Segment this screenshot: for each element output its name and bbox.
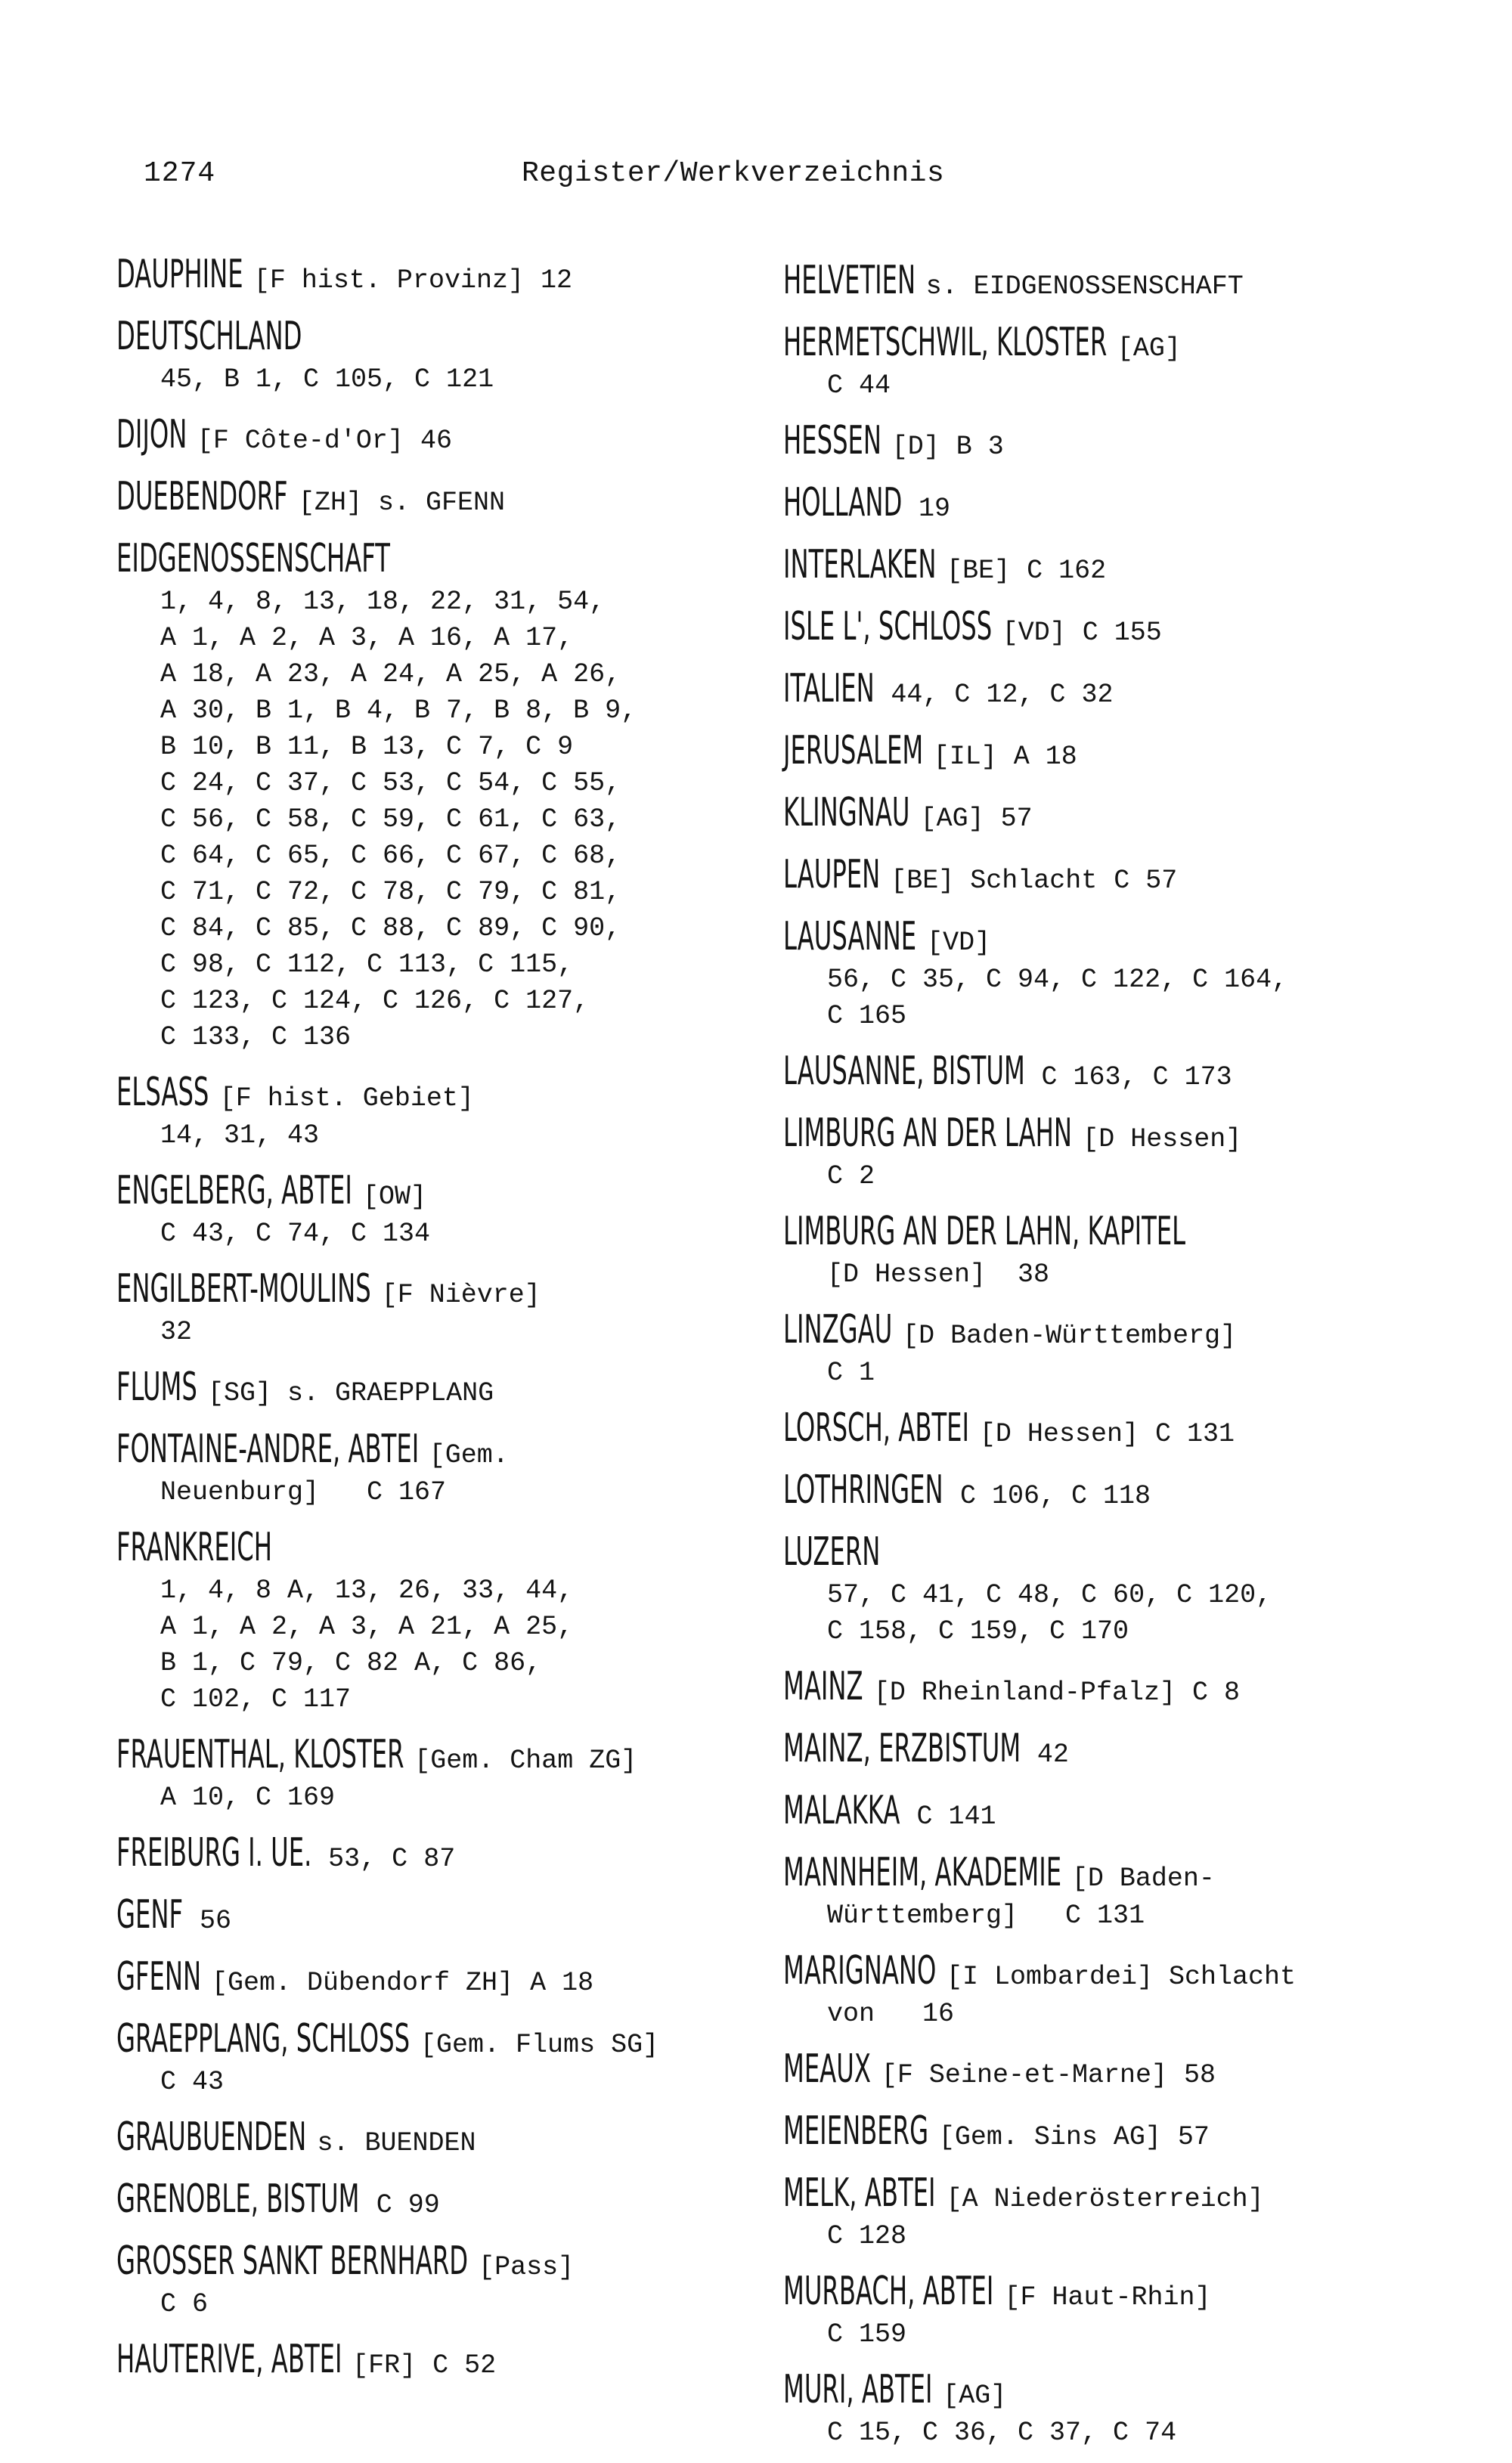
entry-headword: MAINZ bbox=[783, 1664, 863, 1709]
entry-note: [OW] bbox=[363, 1182, 427, 1212]
entry-headline bbox=[116, 1264, 759, 1314]
entry-headline bbox=[783, 1724, 1494, 1774]
index-entry bbox=[783, 2044, 1494, 2094]
entry-sub-line: Neuenburg] C 167 bbox=[160, 1477, 447, 1507]
entry-sub-line: C 98, C 112, C 113, C 115, bbox=[160, 950, 574, 980]
entry-sub-line: Württemberg] C 131 bbox=[827, 1901, 1145, 1931]
entry-headline bbox=[783, 1207, 1494, 1256]
index-entry bbox=[783, 1527, 1494, 1650]
entry-locator: 57 bbox=[1000, 804, 1033, 834]
entry-headline bbox=[783, 850, 1494, 900]
entry-headword: LAUSANNE, BISTUM bbox=[783, 1049, 1025, 1094]
entry-headline bbox=[783, 540, 1494, 590]
entry-headline bbox=[783, 788, 1494, 838]
entry-note: [F Nièvre] bbox=[381, 1280, 541, 1310]
entry-headword: MURBACH, ABTEI bbox=[783, 2269, 994, 2314]
entry-sub-line: C 43 bbox=[160, 2067, 225, 2097]
entry-note: [D Hessen] bbox=[1083, 1124, 1242, 1154]
entry-headline bbox=[783, 1527, 1494, 1577]
entry-locator: C 162 bbox=[1027, 556, 1107, 586]
entry-note: [F hist. Provinz] bbox=[253, 265, 524, 296]
entry-headline bbox=[116, 472, 759, 522]
entry-sub-line: 57, C 41, C 48, C 60, C 120, bbox=[827, 1580, 1272, 1610]
index-entry bbox=[116, 1730, 759, 1816]
entry-sub-line: A 18, A 23, A 24, A 25, A 26, bbox=[160, 659, 621, 689]
index-entry bbox=[783, 726, 1494, 776]
index-entry bbox=[116, 249, 759, 299]
entry-locator: 53, C 87 bbox=[328, 1844, 456, 1874]
entry-headline bbox=[783, 256, 1494, 305]
index-entry bbox=[783, 2266, 1494, 2353]
entry-locator: C 99 bbox=[376, 2190, 440, 2220]
entry-sub-line: C 123, C 124, C 126, C 127, bbox=[160, 986, 590, 1016]
entry-locator: C 106, C 118 bbox=[959, 1481, 1151, 1511]
entry-sub-line: C 15, C 36, C 37, C 74 bbox=[827, 2418, 1177, 2448]
index-entry bbox=[116, 1952, 759, 2002]
entry-note: s. EIDGENOSSENSCHAFT bbox=[925, 271, 1244, 302]
entry-headline bbox=[783, 1848, 1494, 1898]
entry-headline bbox=[116, 410, 759, 460]
entry-headword: LINZGAU bbox=[783, 1307, 893, 1352]
entry-note: [F Seine-et-Marne] bbox=[881, 2060, 1167, 2090]
entry-headword: MANNHEIM, AKADEMIE bbox=[783, 1850, 1062, 1895]
entry-headline bbox=[783, 416, 1494, 466]
entry-locator: 56 bbox=[200, 1906, 232, 1936]
index-entry bbox=[116, 311, 759, 398]
entry-sub-line: C 6 bbox=[160, 2289, 209, 2319]
entry-sub-line: C 128 bbox=[827, 2221, 907, 2251]
entry-sub-line: A 10, C 169 bbox=[160, 1783, 336, 1813]
index-entry bbox=[783, 256, 1494, 305]
page-number: 1274 bbox=[144, 157, 216, 190]
entry-headline bbox=[783, 912, 1494, 962]
entry-headword: GFENN bbox=[116, 1954, 202, 2000]
entry-sub-line: C 56, C 58, C 59, C 61, C 63, bbox=[160, 804, 621, 835]
entry-sub-line: C 165 bbox=[827, 1001, 907, 1031]
index-entry bbox=[116, 410, 759, 460]
entry-headword: HOLLAND bbox=[783, 480, 903, 525]
entry-headword: KLINGNAU bbox=[783, 790, 910, 835]
entry-sub-line: C 24, C 37, C 53, C 54, C 55, bbox=[160, 768, 621, 798]
entry-note: [Gem. Sins AG] bbox=[938, 2122, 1161, 2152]
entry-sub-line: 32 bbox=[160, 1317, 193, 1347]
entry-sub-line: C 2 bbox=[827, 1161, 875, 1191]
entry-locator: A 18 bbox=[530, 1968, 594, 1998]
entry-headword: HELVETIEN bbox=[783, 258, 916, 303]
index-entry bbox=[783, 912, 1494, 1034]
entry-locator: C 8 bbox=[1191, 1678, 1240, 1708]
entry-locator: 12 bbox=[540, 265, 572, 296]
index-entry bbox=[116, 1362, 759, 1412]
entry-note: [BE] Schlacht bbox=[891, 866, 1098, 896]
entry-headline bbox=[116, 2174, 759, 2224]
entry-locator: B 3 bbox=[956, 432, 1004, 462]
entry-headword: DUEBENDORF bbox=[116, 474, 288, 519]
entry-headline bbox=[783, 478, 1494, 528]
entry-locator: 57 bbox=[1177, 2122, 1210, 2152]
entry-headline bbox=[116, 1828, 759, 1878]
entry-note: [AG] bbox=[1117, 333, 1181, 364]
entry-headline bbox=[783, 2106, 1494, 2156]
entry-sub-line: A 1, A 2, A 3, A 21, A 25, bbox=[160, 1612, 574, 1642]
index-entry bbox=[783, 602, 1494, 652]
index-entry bbox=[783, 664, 1494, 714]
entry-locator: C 155 bbox=[1082, 618, 1162, 648]
entry-headword: MAINZ, ERZBISTUM bbox=[783, 1726, 1021, 1771]
entry-sub-line: 1, 4, 8 A, 13, 26, 33, 44, bbox=[160, 1575, 574, 1606]
index-entry bbox=[116, 1523, 759, 1718]
entry-headline bbox=[116, 2236, 759, 2286]
entry-headline bbox=[116, 1166, 759, 1216]
index-entry bbox=[783, 1662, 1494, 1712]
entry-headline bbox=[116, 2334, 759, 2384]
index-entry bbox=[116, 2236, 759, 2322]
entry-headword: GRENOBLE, BISTUM bbox=[116, 2176, 360, 2222]
entry-headword: FLUMS bbox=[116, 1365, 197, 1410]
index-entry bbox=[116, 534, 759, 1055]
entry-sub-line: 56, C 35, C 94, C 122, C 164, bbox=[827, 965, 1288, 995]
entry-headword: LAUSANNE bbox=[783, 914, 917, 959]
index-entry bbox=[116, 1067, 759, 1154]
entry-sub-line: C 158, C 159, C 170 bbox=[827, 1616, 1129, 1647]
index-entry bbox=[116, 1166, 759, 1252]
entry-sub-line: 45, B 1, C 105, C 121 bbox=[160, 364, 494, 395]
entry-note: [D Rheinland-Pfalz] bbox=[873, 1678, 1176, 1708]
entry-headword: INTERLAKEN bbox=[783, 542, 937, 587]
entry-headword: MURI, ABTEI bbox=[783, 2367, 933, 2412]
entry-sub-line: B 10, B 11, B 13, C 7, C 9 bbox=[160, 732, 574, 762]
entry-note: [D] bbox=[891, 432, 940, 462]
entry-locator: 58 bbox=[1183, 2060, 1216, 2090]
entry-sub-line: von 16 bbox=[827, 1999, 955, 2029]
index-entry bbox=[116, 472, 759, 522]
entry-headword: ENGELBERG, ABTEI bbox=[116, 1168, 352, 1213]
entry-sub-line: C 44 bbox=[827, 370, 891, 401]
entry-headword: ELSASS bbox=[116, 1070, 209, 1115]
index-entry bbox=[116, 1828, 759, 1878]
entry-sub-line: C 133, C 136 bbox=[160, 1022, 352, 1052]
entry-locator: 44, C 12, C 32 bbox=[891, 680, 1114, 710]
index-entry bbox=[116, 2112, 759, 2162]
entry-note: [VD] bbox=[1002, 618, 1066, 648]
index-entry bbox=[783, 1848, 1494, 1934]
index-entry bbox=[783, 1207, 1494, 1293]
entry-note: [F Côte-d'Or] bbox=[197, 426, 404, 456]
left-column bbox=[116, 249, 759, 2396]
entry-headline bbox=[116, 1952, 759, 2002]
entry-note: [D Baden-Württemberg] bbox=[903, 1321, 1237, 1351]
index-entry bbox=[783, 850, 1494, 900]
entry-note: [Gem. Flums SG] bbox=[420, 2030, 659, 2060]
index-entry bbox=[116, 1890, 759, 1940]
entry-note: [F Haut-Rhin] bbox=[1004, 2282, 1211, 2313]
entry-headword: FREIBURG I. UE. bbox=[116, 1830, 312, 1876]
entry-sub-line: 14, 31, 43 bbox=[160, 1120, 320, 1151]
index-entry bbox=[116, 2334, 759, 2384]
entry-headword: MEAUX bbox=[783, 2046, 871, 2092]
entry-locator: C 163, C 173 bbox=[1041, 1062, 1232, 1092]
entry-locator: C 52 bbox=[432, 2350, 497, 2381]
entry-note: [AG] bbox=[943, 2381, 1007, 2411]
entry-headword: MEIENBERG bbox=[783, 2108, 929, 2154]
index-entry bbox=[783, 1786, 1494, 1836]
entry-headline bbox=[783, 1046, 1494, 1096]
entry-sub-line: C 43, C 74, C 134 bbox=[160, 1219, 431, 1249]
entry-headword: GRAUBUENDEN bbox=[116, 2114, 307, 2160]
entry-headline bbox=[783, 1305, 1494, 1355]
entry-headword: MELK, ABTEI bbox=[783, 2170, 936, 2216]
entry-headword: LOTHRINGEN bbox=[783, 1467, 943, 1513]
index-entry bbox=[116, 1424, 759, 1510]
entry-headword: ISLE L', SCHLOSS bbox=[783, 604, 993, 649]
entry-headline bbox=[116, 2014, 759, 2064]
entry-note: [AG] bbox=[920, 804, 984, 834]
index-entry bbox=[783, 1403, 1494, 1453]
entry-headword: MALAKKA bbox=[783, 1788, 900, 1833]
index-entry bbox=[783, 1465, 1494, 1515]
index-entry bbox=[783, 1305, 1494, 1391]
entry-sub-line: C 1 bbox=[827, 1358, 875, 1388]
entry-headword: LORSCH, ABTEI bbox=[783, 1405, 970, 1451]
index-entry bbox=[116, 2174, 759, 2224]
index-entry bbox=[783, 1724, 1494, 1774]
entry-headline bbox=[783, 2365, 1494, 2415]
entry-note: [FR] bbox=[352, 2350, 417, 2381]
entry-headline bbox=[783, 1786, 1494, 1836]
entry-note: s. BUENDEN bbox=[317, 2128, 476, 2158]
entry-headline bbox=[116, 1890, 759, 1940]
entry-headword: FRAUENTHAL, KLOSTER bbox=[116, 1732, 404, 1777]
entry-headline bbox=[783, 602, 1494, 652]
index-entry bbox=[783, 540, 1494, 590]
entry-note: [A Niederösterreich] bbox=[946, 2184, 1264, 2214]
entry-headline bbox=[783, 1946, 1494, 1996]
entry-note: [SG] s. GRAEPPLANG bbox=[208, 1378, 494, 1408]
entry-headword: GENF bbox=[116, 1892, 184, 1938]
entry-sub-line: C 84, C 85, C 88, C 89, C 90, bbox=[160, 913, 621, 943]
index-entry bbox=[116, 2014, 759, 2100]
entry-locator: C 141 bbox=[916, 1802, 996, 1832]
entry-headline bbox=[783, 1403, 1494, 1453]
index-entry bbox=[783, 416, 1494, 466]
index-entry bbox=[783, 788, 1494, 838]
entry-headline bbox=[116, 311, 759, 361]
entry-headword: GROSSER SANKT BERNHARD bbox=[116, 2238, 469, 2284]
entry-headline bbox=[116, 249, 759, 299]
index-entry bbox=[783, 2365, 1494, 2451]
right-column bbox=[783, 256, 1494, 2463]
entry-note: [I Lombardei] Schlacht bbox=[946, 1962, 1297, 1992]
entry-headword: MARIGNANO bbox=[783, 1948, 937, 1994]
entry-headline bbox=[783, 318, 1494, 367]
entry-headword: DAUPHINE bbox=[116, 252, 243, 297]
entry-note: [Gem. Cham ZG] bbox=[414, 1746, 637, 1776]
entry-headline bbox=[783, 726, 1494, 776]
entry-sub-line: [D Hessen] 38 bbox=[827, 1259, 1050, 1290]
entry-headword: LUZERN bbox=[783, 1529, 881, 1575]
entry-headword: FRANKREICH bbox=[116, 1525, 272, 1570]
entry-headword: LIMBURG AN DER LAHN bbox=[783, 1111, 1073, 1156]
entry-note: [D Baden- bbox=[1071, 1864, 1215, 1894]
index-entry bbox=[783, 318, 1494, 404]
entry-headword: HERMETSCHWIL, KLOSTER bbox=[783, 320, 1108, 365]
entry-headword: HAUTERIVE, ABTEI bbox=[116, 2337, 342, 2382]
entry-headline bbox=[116, 1362, 759, 1412]
entry-headword: HESSEN bbox=[783, 418, 882, 463]
entry-headline bbox=[783, 2266, 1494, 2316]
entry-sub-line: C 71, C 72, C 78, C 79, C 81, bbox=[160, 877, 621, 907]
entry-headword: LIMBURG AN DER LAHN, KAPITEL bbox=[783, 1209, 1186, 1254]
entry-note: [VD] bbox=[927, 928, 991, 958]
entry-headword: JERUSALEM bbox=[783, 728, 924, 773]
entry-headline bbox=[116, 1424, 759, 1474]
entry-note: [IL] bbox=[933, 742, 997, 772]
entry-headword: ENGILBERT-MOULINS bbox=[116, 1266, 371, 1312]
index-entry bbox=[783, 2168, 1494, 2254]
entry-sub-line: C 64, C 65, C 66, C 67, C 68, bbox=[160, 841, 621, 871]
entry-note: [ZH] s. GFENN bbox=[298, 488, 506, 518]
index-entry bbox=[783, 1046, 1494, 1096]
entry-sub-line: C 102, C 117 bbox=[160, 1684, 352, 1715]
entry-headline bbox=[116, 534, 759, 584]
entry-note: [Gem. Dübendorf ZH] bbox=[212, 1968, 514, 1998]
index-entry bbox=[783, 1108, 1494, 1194]
entry-sub-line: B 1, C 79, C 82 A, C 86, bbox=[160, 1648, 542, 1678]
entry-note: [Gem. bbox=[429, 1440, 509, 1470]
entry-headline bbox=[783, 664, 1494, 714]
entry-headline bbox=[116, 1523, 759, 1572]
entry-headline bbox=[783, 2044, 1494, 2094]
entry-note: [D Hessen] bbox=[979, 1419, 1139, 1449]
entry-headline bbox=[116, 2112, 759, 2162]
entry-locator: 42 bbox=[1036, 1740, 1069, 1770]
entry-locator: C 57 bbox=[1114, 866, 1178, 896]
running-head: Register/Werkverzeichnis bbox=[522, 157, 945, 190]
entry-headline bbox=[116, 1067, 759, 1117]
entry-headword: ITALIEN bbox=[783, 666, 875, 711]
entry-headword: FONTAINE-ANDRE, ABTEI bbox=[116, 1427, 420, 1472]
entry-headline bbox=[783, 2168, 1494, 2218]
entry-headword: DEUTSCHLAND bbox=[116, 314, 302, 359]
entry-headword: GRAEPPLANG, SCHLOSS bbox=[116, 2016, 411, 2062]
index-entry bbox=[783, 1946, 1494, 2032]
entry-locator: C 131 bbox=[1154, 1419, 1235, 1449]
entry-sub-line: A 1, A 2, A 3, A 16, A 17, bbox=[160, 623, 574, 653]
entry-sub-line: A 30, B 1, B 4, B 7, B 8, B 9, bbox=[160, 696, 637, 726]
entry-note: [BE] bbox=[947, 556, 1011, 586]
entry-sub-line: C 159 bbox=[827, 2319, 907, 2350]
entry-locator: 19 bbox=[918, 494, 950, 524]
index-entry bbox=[783, 2106, 1494, 2156]
entry-headword: LAUPEN bbox=[783, 852, 881, 897]
index-entry bbox=[116, 1264, 759, 1350]
entry-note: [F hist. Gebiet] bbox=[219, 1083, 474, 1114]
entry-headword: EIDGENOSSENSCHAFT bbox=[116, 536, 390, 581]
entry-headline bbox=[783, 1465, 1494, 1515]
entry-sub-line: 1, 4, 8, 13, 18, 22, 31, 54, bbox=[160, 587, 606, 617]
entry-headline bbox=[116, 1730, 759, 1780]
entry-headline bbox=[783, 1662, 1494, 1712]
index-entry bbox=[783, 478, 1494, 528]
entry-locator: A 18 bbox=[1013, 742, 1077, 772]
entry-headline bbox=[783, 1108, 1494, 1158]
entry-note: [Pass] bbox=[479, 2252, 575, 2282]
entry-locator: 46 bbox=[420, 426, 452, 456]
entry-headword: DIJON bbox=[116, 412, 187, 457]
